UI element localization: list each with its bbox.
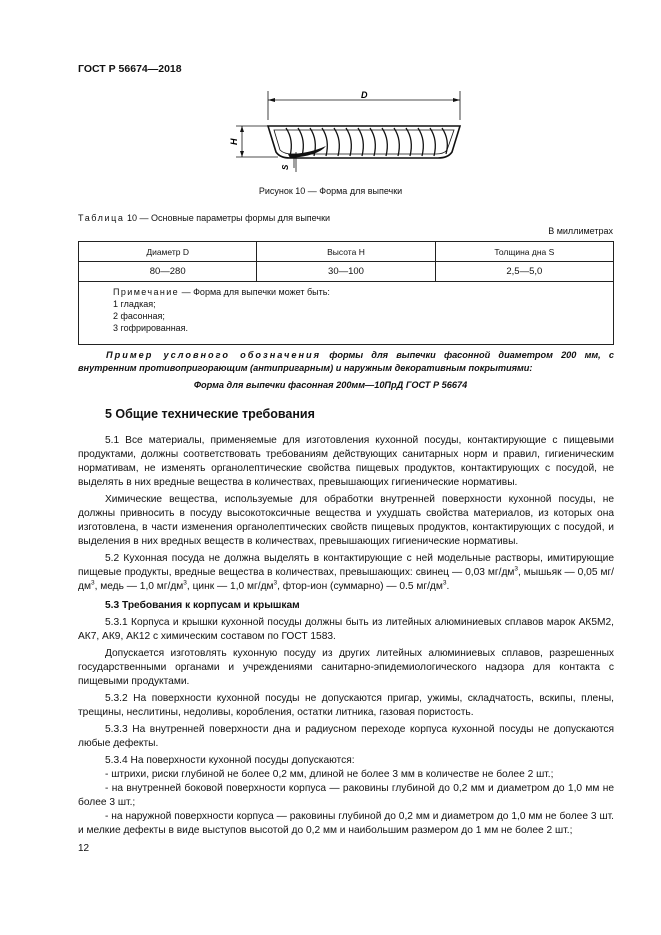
example-designation — [78, 349, 614, 374]
header-diameter: Диаметр D — [79, 242, 257, 262]
example-text: формы для выпечки фасонной диаметром 200 мм, с внутренним противопригорающим (антипригарным) и наружным декоративным покрытиями: — [78, 350, 614, 373]
figure-caption: Рисунок 10 — Форма для выпечки — [258, 186, 403, 196]
paragraph-5-3-1: 5.3.1 Корпуса и крышки кухонной посуды должны быть из литейных алюминиевых сплавов марок АК5М2, АК7, АК9, АК12 с химическим составом по ГОСТ 1583. — [78, 617, 614, 642]
note-item: 1 гладкая; — [113, 299, 156, 309]
example-label: Пример условного обозначения — [106, 350, 322, 360]
document-header: ГОСТ Р 56674—2018 — [78, 63, 182, 75]
page-number: 12 — [78, 843, 90, 854]
table-title — [78, 213, 330, 223]
section-title: 5 Общие технические требования — [105, 407, 315, 421]
paragraph-5-3-1b: Допускается изготовлять кухонную посуду из других литейных алюминиевых сплавов, разрешенных государственными органами и учреждениями санитарно-эпидемиологического надзора для контакта с пищевыми продуктами. — [78, 648, 614, 687]
list-item: - на наружной поверхности корпуса — раковины глубиной до 0,2 мм и диаметром до 1,0 мм не более 3 шт. и мелкие дефекты в виде выступов высотой до 0,2 мм и наибольшим размером до 1 мм не более 2 шт.; — [78, 811, 614, 836]
cell-diameter: 80—280 — [79, 262, 257, 282]
parameters-table — [78, 241, 614, 345]
table-title-label: Таблица — [78, 213, 125, 223]
paragraph-5-3-2: 5.3.2 На поверхности кухонной посуды не допускаются пригар, ужимы, складчатость, вскипы, плены, трещины, неслитины, недоливы, коробления, остатки литника, газовая пористость. — [78, 693, 614, 718]
note-label: Примечание — [113, 287, 180, 297]
table-row — [79, 262, 614, 282]
table-note-row — [79, 282, 614, 345]
list-item: - штрихи, риски глубиной не более 0,2 мм, длиной не более 3 мм в количестве не более 2 шт.; — [105, 769, 554, 780]
note-text: — Форма для выпечки может быть: — [179, 287, 330, 297]
list-item: - на внутренней боковой поверхности корпуса — раковины глубиной до 0,2 мм и диаметром до 1,0 мм не более 3 шт.; — [78, 783, 614, 808]
designation-line: Форма для выпечки фасонная 200мм—10ПрД ГОСТ Р 56674 — [193, 380, 468, 390]
paragraph-5-1: 5.1 Все материалы, применяемые для изготовления кухонной посуды, контактирующие с пищевыми продуктами, должны соответствовать требованиям действующих санитарных норм и правил, гигиеническим нормативам, не изменять органолептические свойства пищевых продуктов, контактирующих с посудой, не выделять в них вредные вещества в количествах, превышающих гигиенические нормативы. — [78, 435, 614, 488]
table-title-text: 10 — Основные параметры формы для выпечки — [127, 213, 331, 223]
paragraph-5-2: 5.2 Кухонная посуда не должна выделять в контактирующие с ней модельные растворы, имитирующие пищевые продукты, вредные вещества в количествах, превышающих: свинец — 0,03 $мг/дм^3$, мышьяк — 0,05 $мг/дм^3$, медь — 1,0 $мг/дм^3$, цинк — 1,0 $мг/дм^3$, фтор-ион (суммарно) — 0.5 $мг/дм^3$. — [78, 553, 615, 592]
paragraph-5-1b: Химические вещества, используемые для обработки внутренней поверхности кухонной посуды, не должны привносить в посуду высокотоксичные вещества и ухудшать свойства материалов, из которых она изготовлена, в части изменения органолептических свойств пищевых продуктов, контактирующих с посудой, и выделения в них вредных веществ в количествах, превышающих гигиенические нормативы. — [78, 494, 614, 547]
body-text — [78, 434, 614, 838]
note-item: 3 гофрированная. — [113, 323, 189, 333]
note-item: 2 фасонная; — [113, 311, 165, 321]
dimension-s-label: S — [281, 164, 290, 170]
header-thickness: Толщина дна S — [435, 242, 613, 262]
paragraph-5-3-4: 5.3.4 На поверхности кухонной посуды допускаются: — [105, 755, 355, 766]
table-note — [79, 282, 614, 345]
header-height: Высота H — [257, 242, 435, 262]
table-header-row — [79, 242, 614, 262]
paragraph-5-3-3: 5.3.3 На внутренней поверхности дна и радиусном переходе корпуса кухонной посуды не допускаются любые дефекты. — [78, 724, 614, 749]
table-units: В миллиметрах — [548, 226, 613, 236]
dimension-h-label: H — [229, 138, 239, 145]
dimension-d-label: D — [361, 90, 368, 100]
baking-mold-figure — [228, 88, 468, 180]
cell-height: 30—100 — [257, 262, 435, 282]
subsection-5-3: 5.3 Требования к корпусам и крышкам — [105, 600, 300, 611]
cell-thickness: 2,5—5,0 — [435, 262, 613, 282]
